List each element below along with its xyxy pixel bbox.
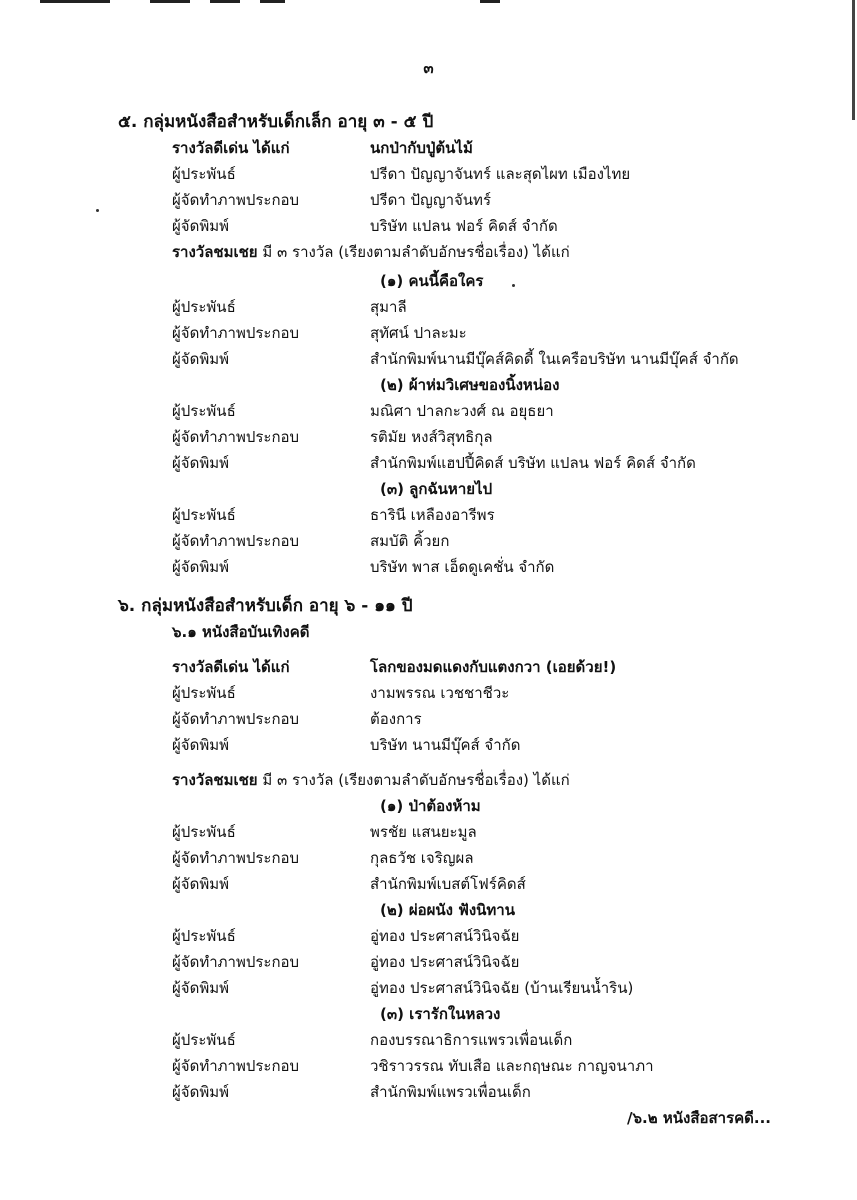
entry-label: ผู้ประพันธ์ bbox=[172, 402, 236, 420]
entry-value: สมบัติ คิ้วยก bbox=[370, 532, 450, 550]
entry-label: ผู้จัดทำภาพประกอบ bbox=[172, 710, 300, 728]
award-title: (๑) คนนี้คือใคร bbox=[380, 272, 484, 290]
award-title: (๓) ลูกฉันหายไป bbox=[380, 480, 493, 498]
entry-label: ผู้ประพันธ์ bbox=[172, 823, 236, 841]
entry-row bbox=[0, 347, 857, 373]
honor-label: รางวัลชมเชย bbox=[172, 771, 258, 789]
entry-label: ผู้ประพันธ์ bbox=[172, 506, 236, 524]
entry-label: ผู้ประพันธ์ bbox=[172, 684, 236, 702]
entry-row bbox=[0, 1054, 857, 1080]
entry-value: สุทัศน์ ปาละมะ bbox=[370, 324, 467, 342]
entry-row bbox=[0, 162, 857, 188]
entry-label: ผู้จัดพิมพ์ bbox=[172, 979, 229, 997]
entry-value: สำนักพิมพ์แพรวเพื่อนเด็ก bbox=[370, 1083, 531, 1101]
entry-row bbox=[0, 872, 857, 898]
entry-value: วชิราวรรณ ทับเสือ และกฤษณะ กาญจนาภา bbox=[370, 1057, 654, 1075]
entry-value: อู่ทอง ประศาสน์วินิจฉัย bbox=[370, 953, 520, 971]
entry-row bbox=[0, 503, 857, 529]
entry-value: พรชัย แสนยะมูล bbox=[370, 823, 477, 841]
entry-value: บริษัท แปลน ฟอร์ คิดส์ จำกัด bbox=[370, 217, 558, 235]
page-number: ๓ bbox=[423, 59, 434, 77]
section-subtitle: ๖.๑ หนังสือบันเทิงคดี bbox=[172, 623, 310, 641]
entry-row bbox=[0, 976, 857, 1002]
entry-label: รางวัลดีเด่น ได้แก่ bbox=[172, 658, 290, 676]
entry-value: อู่ทอง ประศาสน์วินิจฉัย (บ้านเรียนน้ำริน) bbox=[370, 979, 634, 997]
scan-top-edge bbox=[0, 0, 857, 8]
entry-row bbox=[0, 924, 857, 950]
entry-label: ผู้จัดพิมพ์ bbox=[172, 875, 229, 893]
entry-row bbox=[0, 295, 857, 321]
honor-text: มี ๓ รางวัล (เรียงตามลำดับอักษรชื่อเรื่อง) ได้แก่ bbox=[257, 771, 570, 789]
award-title: (๑) ป่าต้องห้าม bbox=[380, 797, 481, 815]
entry-value: อู่ทอง ประศาสน์วินิจฉัย bbox=[370, 927, 520, 945]
entry-row bbox=[0, 655, 857, 681]
entry-row bbox=[0, 846, 857, 872]
entry-label: ผู้จัดพิมพ์ bbox=[172, 558, 229, 576]
entry-label: ผู้จัดพิมพ์ bbox=[172, 736, 229, 754]
entry-label: ผู้จัดทำภาพประกอบ bbox=[172, 324, 300, 342]
entry-value: บริษัท นานมีบุ๊คส์ จำกัด bbox=[370, 736, 521, 754]
entry-label: ผู้ประพันธ์ bbox=[172, 1031, 236, 1049]
section-title: ๖. กลุ่มหนังสือสำหรับเด็ก อายุ ๖ - ๑๑ ปี bbox=[118, 596, 413, 616]
entry-value: กุลธวัช เจริญผล bbox=[370, 849, 474, 867]
entry-label: ผู้ประพันธ์ bbox=[172, 927, 236, 945]
entry-row bbox=[0, 321, 857, 347]
section-title: ๕. กลุ่มหนังสือสำหรับเด็กเล็ก อายุ ๓ - ๕ ปี bbox=[118, 112, 434, 132]
entry-value: กองบรรณาธิการแพรวเพื่อนเด็ก bbox=[370, 1031, 573, 1049]
entry-row bbox=[0, 950, 857, 976]
honorable-mention-heading bbox=[172, 240, 570, 264]
award-title: (๓) เรารักในหลวง bbox=[380, 1005, 501, 1023]
entry-row bbox=[0, 555, 857, 581]
entry-row bbox=[0, 136, 857, 162]
award-title: (๒) ผ้าห่มวิเศษของนิ้งหน่อง bbox=[380, 376, 560, 394]
entry-label: ผู้จัดทำภาพประกอบ bbox=[172, 428, 300, 446]
entry-value: สำนักพิมพ์เบสต์โฟร์คิดส์ bbox=[370, 875, 526, 893]
entry-row bbox=[0, 681, 857, 707]
entry-label: ผู้จัดพิมพ์ bbox=[172, 217, 229, 235]
entry-value: รติมัย หงส์วิสุทธิกุล bbox=[370, 428, 493, 446]
entry-value: นกป่ากับปู่ต้นไม้ bbox=[370, 139, 473, 157]
entry-value: ปรีดา ปัญญาจันทร์ และสุดไผท เมืองไทย bbox=[370, 165, 631, 183]
entry-row bbox=[0, 425, 857, 451]
entry-row bbox=[0, 451, 857, 477]
entry-row bbox=[0, 529, 857, 555]
entry-label: ผู้ประพันธ์ bbox=[172, 165, 236, 183]
entry-label: ผู้จัดพิมพ์ bbox=[172, 454, 229, 472]
entry-label: ผู้จัดทำภาพประกอบ bbox=[172, 532, 300, 550]
entry-row bbox=[0, 214, 857, 240]
entry-label: ผู้จัดทำภาพประกอบ bbox=[172, 1057, 300, 1075]
entry-row bbox=[0, 707, 857, 733]
entry-value: มณิศา ปาลกะวงศ์ ณ อยุธยา bbox=[370, 402, 554, 420]
entry-row bbox=[0, 820, 857, 846]
entry-value: สุมาลี bbox=[370, 298, 407, 316]
entry-value: ต้องการ bbox=[370, 710, 422, 728]
entry-value: งามพรรณ เวชชาชีวะ bbox=[370, 684, 510, 702]
entry-value: สำนักพิมพ์นานมีบุ๊คส์คิดดี้ ในเครือบริษัท นานมีบุ๊คส์ จำกัด bbox=[370, 350, 739, 368]
entry-row bbox=[0, 1028, 857, 1054]
entry-value: ธารินี เหลืองอารีพร bbox=[370, 506, 495, 524]
entry-row bbox=[0, 399, 857, 425]
honorable-mention-heading bbox=[172, 768, 570, 792]
entry-label: ผู้จัดทำภาพประกอบ bbox=[172, 849, 300, 867]
award-title: (๒) ผ่อผนัง ฟังนิทาน bbox=[380, 901, 515, 919]
entry-value: บริษัท พาส เอ็ดดูเคชั่น จำกัด bbox=[370, 558, 555, 576]
entry-label: รางวัลดีเด่น ได้แก่ bbox=[172, 139, 290, 157]
entry-value: ปรีดา ปัญญาจันทร์ bbox=[370, 191, 492, 209]
entry-label: ผู้ประพันธ์ bbox=[172, 298, 236, 316]
entry-label: ผู้จัดพิมพ์ bbox=[172, 1083, 229, 1101]
entry-label: ผู้จัดทำภาพประกอบ bbox=[172, 953, 300, 971]
entry-label: ผู้จัดทำภาพประกอบ bbox=[172, 191, 300, 209]
entry-label: ผู้จัดพิมพ์ bbox=[172, 350, 229, 368]
continuation-footer: /๖.๒ หนังสือสารคดี... bbox=[627, 1109, 771, 1127]
scan-speck bbox=[512, 284, 515, 287]
honor-label: รางวัลชมเชย bbox=[172, 243, 258, 261]
entry-row bbox=[0, 1080, 857, 1106]
entry-value: สำนักพิมพ์แฮปปี้คิดส์ บริษัท แปลน ฟอร์ คิดส์ จำกัด bbox=[370, 454, 696, 472]
honor-text: มี ๓ รางวัล (เรียงตามลำดับอักษรชื่อเรื่อง) ได้แก่ bbox=[257, 243, 570, 261]
entry-row bbox=[0, 188, 857, 214]
entry-value: โลกของมดแดงกับแตงกวา (เอยด้วย!) bbox=[370, 658, 617, 676]
entry-row bbox=[0, 733, 857, 759]
